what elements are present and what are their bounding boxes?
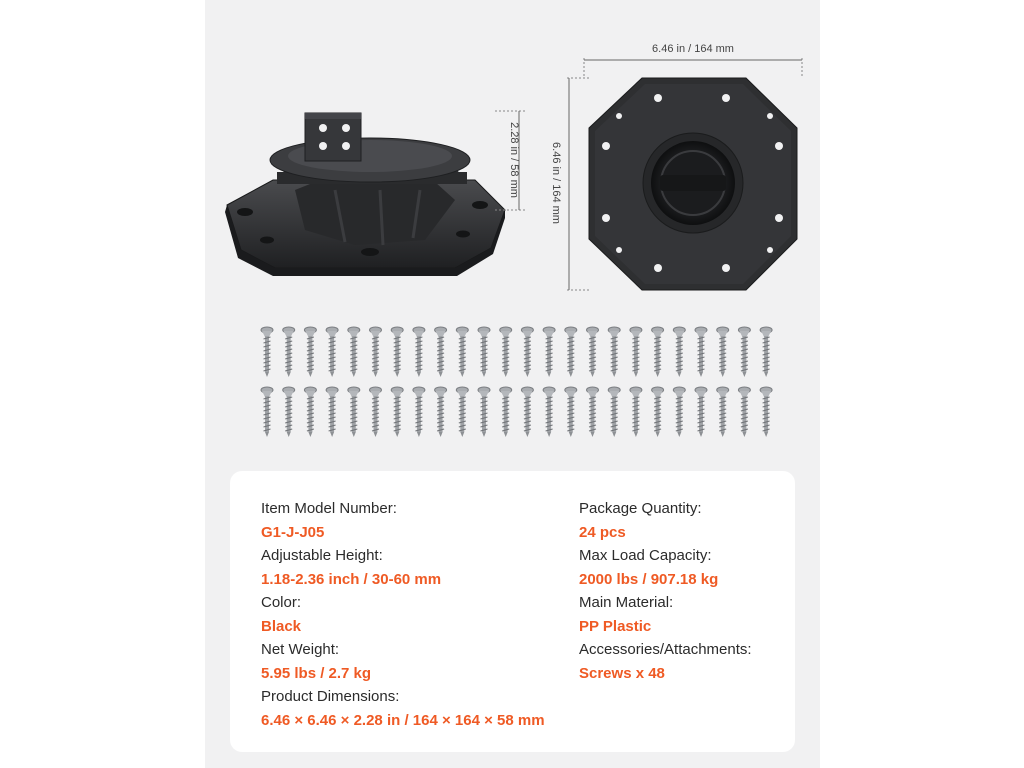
screw-icon (673, 327, 685, 377)
side-height-dimension (495, 111, 525, 210)
spec-value-adjustable-height: 1.18-2.36 inch / 30-60 mm (261, 570, 442, 588)
screw-icon (304, 387, 316, 437)
screw-icon (391, 387, 403, 437)
screw-icon (435, 387, 447, 437)
screw-icon (500, 327, 512, 377)
screw-icon (456, 327, 468, 377)
screw-icon (370, 327, 382, 377)
spec-label-color: Color: (261, 594, 302, 611)
spec-label-product-dimensions: Product Dimensions: (261, 688, 400, 705)
screw-icon (326, 327, 338, 377)
screw-icon (413, 387, 425, 437)
top-width-dimension (584, 43, 802, 76)
screw-icon (348, 327, 360, 377)
screws-group (261, 327, 772, 437)
screw-icon (587, 327, 599, 377)
screw-icon (652, 327, 664, 377)
screw-icon (413, 327, 425, 377)
screw-icon (738, 327, 750, 377)
spec-column-left (261, 497, 581, 732)
screw-icon (608, 387, 620, 437)
screw-icon (348, 387, 360, 437)
spec-label-main-material: Main Material: (579, 594, 674, 611)
product-illustration (205, 0, 820, 470)
screw-icon (304, 327, 316, 377)
screw-icon (521, 327, 533, 377)
screw-icon (326, 387, 338, 437)
screw-icon (283, 387, 295, 437)
side-height-label: 2.28 in / 58 mm (508, 122, 520, 198)
screw-icon (543, 327, 555, 377)
screw-icon (500, 387, 512, 437)
screw-icon (717, 387, 729, 437)
spec-label-item-model: Item Model Number: (261, 500, 397, 517)
spec-value-item-model: G1-J-J05 (261, 523, 325, 541)
product-image-canvas (205, 0, 820, 768)
screw-icon (630, 327, 642, 377)
screw-icon (608, 327, 620, 377)
top-height-dimension (550, 78, 589, 290)
spec-value-color: Black (261, 617, 302, 635)
screw-icon (695, 327, 707, 377)
screw-icon (565, 387, 577, 437)
screw-icon (261, 327, 273, 377)
spec-value-main-material: PP Plastic (579, 617, 652, 635)
screw-icon (760, 387, 772, 437)
screw-icon (565, 327, 577, 377)
screw-icon (760, 327, 772, 377)
screw-icon (261, 387, 273, 437)
screw-icon (717, 327, 729, 377)
screw-icon (435, 327, 447, 377)
top-width-label: 6.46 in / 164 mm (652, 43, 734, 55)
screw-icon (543, 387, 555, 437)
top-height-label: 6.46 in / 164 mm (550, 142, 562, 224)
screw-icon (630, 387, 642, 437)
screw-icon (652, 387, 664, 437)
screw-icon (370, 387, 382, 437)
screw-icon (391, 327, 403, 377)
screw-icon (695, 387, 707, 437)
screw-icon (521, 387, 533, 437)
spec-value-product-dimensions: 6.46 × 6.46 × 2.28 in / 164 × 164 × 58 mm (261, 711, 545, 729)
pedestal-top-view (589, 78, 797, 290)
screw-icon (738, 387, 750, 437)
spec-card (230, 471, 795, 752)
screw-icon (456, 387, 468, 437)
spec-label-max-load: Max Load Capacity: (579, 547, 712, 564)
spec-label-package-quantity: Package Quantity: (579, 500, 702, 517)
screw-icon (478, 327, 490, 377)
screw-icon (283, 327, 295, 377)
screw-icon (478, 387, 490, 437)
pedestal-side-view (225, 113, 505, 276)
spec-label-accessories: Accessories/Attachments: (579, 641, 752, 658)
spec-value-accessories: Screws x 48 (579, 664, 665, 682)
spec-column-right (579, 497, 799, 685)
spec-label-net-weight: Net Weight: (261, 641, 340, 658)
spec-label-adjustable-height: Adjustable Height: (261, 547, 383, 564)
screw-icon (587, 387, 599, 437)
spec-value-package-quantity: 24 pcs (579, 523, 626, 541)
spec-value-net-weight: 5.95 lbs / 2.7 kg (261, 664, 372, 682)
screw-icon (673, 387, 685, 437)
spec-value-max-load: 2000 lbs / 907.18 kg (579, 570, 719, 588)
